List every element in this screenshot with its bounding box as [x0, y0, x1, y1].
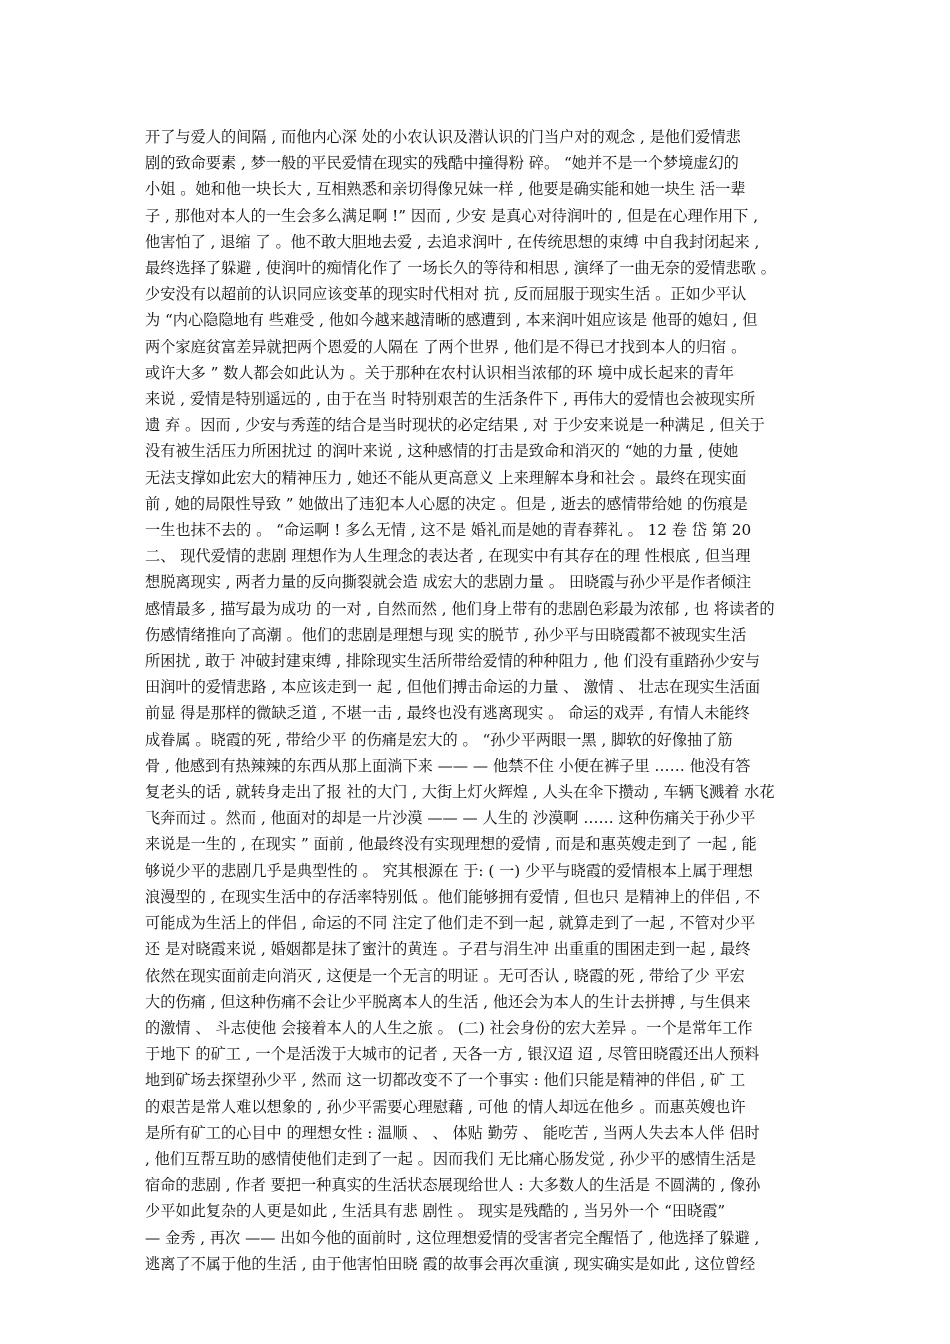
text-line: 大的伤痛 , 但这种伤痛不会让少平脱离本人的生活 , 他还会为本人的生计去拼搏 , 与生俱来 — [145, 992, 751, 1011]
text-line: , 他们互帮互助的感情使他们走到了一起 。因而我们 无比痛心肠发觉 , 孙少平的感情生活是 — [145, 1149, 756, 1168]
text-line: 子 , 那他对本人的一生会多么满足啊 !” 因而 , 少安 是真心对待润叶的 , 但是在心理作用下 , — [145, 206, 759, 225]
text-line: 还 是对晓霞来说 , 婚姻都是抹了蜜汁的黄连 。子君与涓生冲 出重重的围困走到一起 , 最终 — [145, 940, 751, 959]
text-line: 飞奔而过 。然而 , 他面对的却是一片沙漠 —— — 人生的 沙漠啊 …… 这种伤痛关于孙少平 — [145, 809, 756, 828]
text-line: 的激情 、 斗志使他 会接着本人的人生之旅 。 (二) 社会身份的宏大差异 。一个是常年工作 — [145, 1018, 753, 1037]
text-line: 骨 , 他感到有热辣辣的东西从那上面淌下来 —— — 他禁不住 小便在裤子里 …… 他没有答 — [145, 756, 751, 775]
text-line: — 金秀 , 再次 —— 出如今他的面前时 , 这位理想爱情的受害者完全醒悟了 , 他选择了躲避 , — [145, 1228, 760, 1247]
text-line: 地到矿场去探望孙少平 , 然而 这一切都改变不了一个事实 : 他们只能是精神的伴侣 , 矿 工 — [145, 1071, 746, 1090]
text-line: 最终选择了躲避 , 使润叶的痴情化作了 一场长久的等待和相思 , 演绎了一曲无奈的爱情悲歌 。 — [145, 259, 776, 278]
text-line: 复老头的话 , 就转身走出了报 社的大门 , 大街上灯火辉煌 , 人头在伞下攒动 , 车辆飞溅着 水花 — [145, 783, 775, 802]
text-line: 来说是一生的 , 在现实 ” 面前 , 他最终没有实现理想的爱情 , 而是和惠英嫂走到了 一起 , 能 — [145, 835, 757, 854]
body-text — [145, 124, 815, 1277]
text-line: 所困扰 , 敢于 冲破封建束缚 , 排除现实生活所带给爱情的种种阻力 , 他 们没有重踏孙少安与 — [145, 652, 761, 671]
text-line: 两个家庭贫富差异就把两个恩爱的人隔在 了两个世界 , 他们是不得已才找到本人的归宿 。 — [145, 337, 747, 356]
text-line: 没有被生活压力所困扰过 的润叶来说 , 这种感情的打击是致命和消灭的 “她的力量 , 使她 — [145, 442, 739, 461]
text-line: 逃离了不属于他的生活 , 由于他害怕田晓 霞的故事会再次重演 , 现实确实是如此 , 这位曾经 — [145, 1254, 756, 1273]
text-line: 宿命的悲剧 , 作者 要把一种真实的生活状态展现给世人 : 大多数人的生活是 不圆满的 , 像孙 — [145, 1176, 761, 1195]
text-line: 感情最多 , 描写最为成功 的一对 , 自然而然 , 他们身上带有的悲剧色彩最为浓郁 , 也 将读者的 — [145, 599, 775, 618]
text-line: 前 , 她的局限性导致 ” 她做出了违犯本人心愿的决定 。但是 , 逝去的感情带给她 的伤痕是 — [145, 494, 748, 513]
text-line: 遗 弃 。因而 , 少安与秀莲的结合是当时现状的必定结果 , 对 于少安来说是一种满足 , 但关于 — [145, 416, 765, 435]
text-line: 开了与爱人的间隔 , 而他内心深 处的小农认识及潜认识的门当户对的观念 , 是他们爱情悲 — [145, 128, 741, 146]
text-line: 依然在现实面前走向消灭 , 这便是一个无言的明证 。无可否认 , 晓霞的死 , 带给了少 平宏 — [145, 966, 745, 985]
text-line: 可能成为生活上的伴侣 , 命运的不同 注定了他们走不到一起 , 就算走到了一起 , 不管对少平 — [145, 914, 756, 933]
text-line: 或许大多 ” 数人都会如此认为 。关于那种在农村认识相当浓郁的环 境中成长起来的青年 — [145, 363, 735, 382]
text-line: 少平如此复杂的人更是如此 , 生活具有悲 剧性 。 现实是残酷的 , 当另外一个 “田晓霞” — [145, 1202, 726, 1221]
text-line: 一生也抹不去的 。 “命运啊 ! 多么无情 , 这不是 婚礼而是她的青春葬礼 。 12 卷 岱 第 20 — [145, 521, 752, 540]
text-line: 他害怕了 , 退缩 了 。他不敢大胆地去爱 , 去追求润叶 , 在传统思想的束缚 中自我封闭起来 , — [145, 232, 760, 251]
text-line: 前显 得是那样的微缺乏道 , 不堪一击 , 最终也没有逃离现实 。 命运的戏弄 , 有情人未能终 — [145, 704, 750, 723]
text-line: 无法支撑如此宏大的精神压力 , 她还不能从更高意义 上来理解本身和社会 。最终在现实面 — [145, 468, 747, 487]
text-line: 少安没有以超前的认识同应该变革的现实时代相对 抗 , 反而屈服于现实生活 。正如少平认 — [145, 285, 747, 304]
text-line: 剧的致命要素 , 梦一般的平民爱情在现实的残酷中撞得粉 碎。 “她并不是一个梦境虚幻的 — [145, 154, 739, 173]
text-line: 成眷属 。晓霞的死 , 带给少平 的伤痛是宏大的 。 “孙少平两眼一黑 , 脚软的好像抽了筋 — [145, 730, 733, 749]
text-line: 田润叶的爱情悲路 , 本应该走到一 起 , 但他们搏击命运的力量 、 激情 、 壮志在现实生活面 — [145, 678, 761, 697]
text-line: 浪漫型的 , 在现实生活中的存活率特别低 。他们能够拥有爱情 , 但也只 是精神上的伴侣 , 不 — [145, 887, 761, 906]
text-line: 二、 现代爱情的悲剧 理想作为人生理念的表达者 , 在现实中有其存在的理 性根底 , 但当理 — [145, 547, 751, 566]
text-line: 小姐 。她和他一块长大 , 互相熟悉和亲切得像兄妹一样 , 他要是确实能和她一块生 活一辈 — [145, 180, 746, 199]
text-line: 的艰苦是常人难以想象的 , 孙少平需要心理慰藉 , 可他 的情人却远在他乡 。而惠英嫂也许 — [145, 1097, 746, 1116]
text-line: 于地下 的矿工 , 一个是活泼于大城市的记者 , 天各一方 , 银汉迢 迢 , 尽管田晓霞还出人预料 — [145, 1045, 760, 1064]
text-line: 伤感情绪推向了高潮 。他们的悲剧是理想与现 实的脱节 , 孙少平与田晓霞都不被现实生活 — [145, 625, 747, 644]
text-line: 是所有矿工的心目中 的理想女性 : 温顺 、 、 体贴 勤劳 、 能吃苦 , 当两人失去本人伴 侣时 — [145, 1123, 760, 1142]
text-line: 为 “内心隐隐地有 些难受 , 他如今越来越清晰的感遭到 , 本来润叶姐应该是 他哥的媳妇 , 但 — [145, 311, 758, 330]
text-line: 来说 , 爱情是特别遥远的 , 由于在当 时特别艰苦的生活条件下 , 再伟大的爱情也会被现实所 — [145, 390, 756, 409]
text-line: 想脱离现实 , 两者力量的反向撕裂就会造 成宏大的悲剧力量 。 田晓霞与孙少平是作者倾注 — [145, 573, 752, 592]
text-line: 够说少平的悲剧几乎是典型性的 。 究其根源在 于: ( 一) 少平与晓霞的爱情根本上属于理想 — [145, 861, 753, 880]
